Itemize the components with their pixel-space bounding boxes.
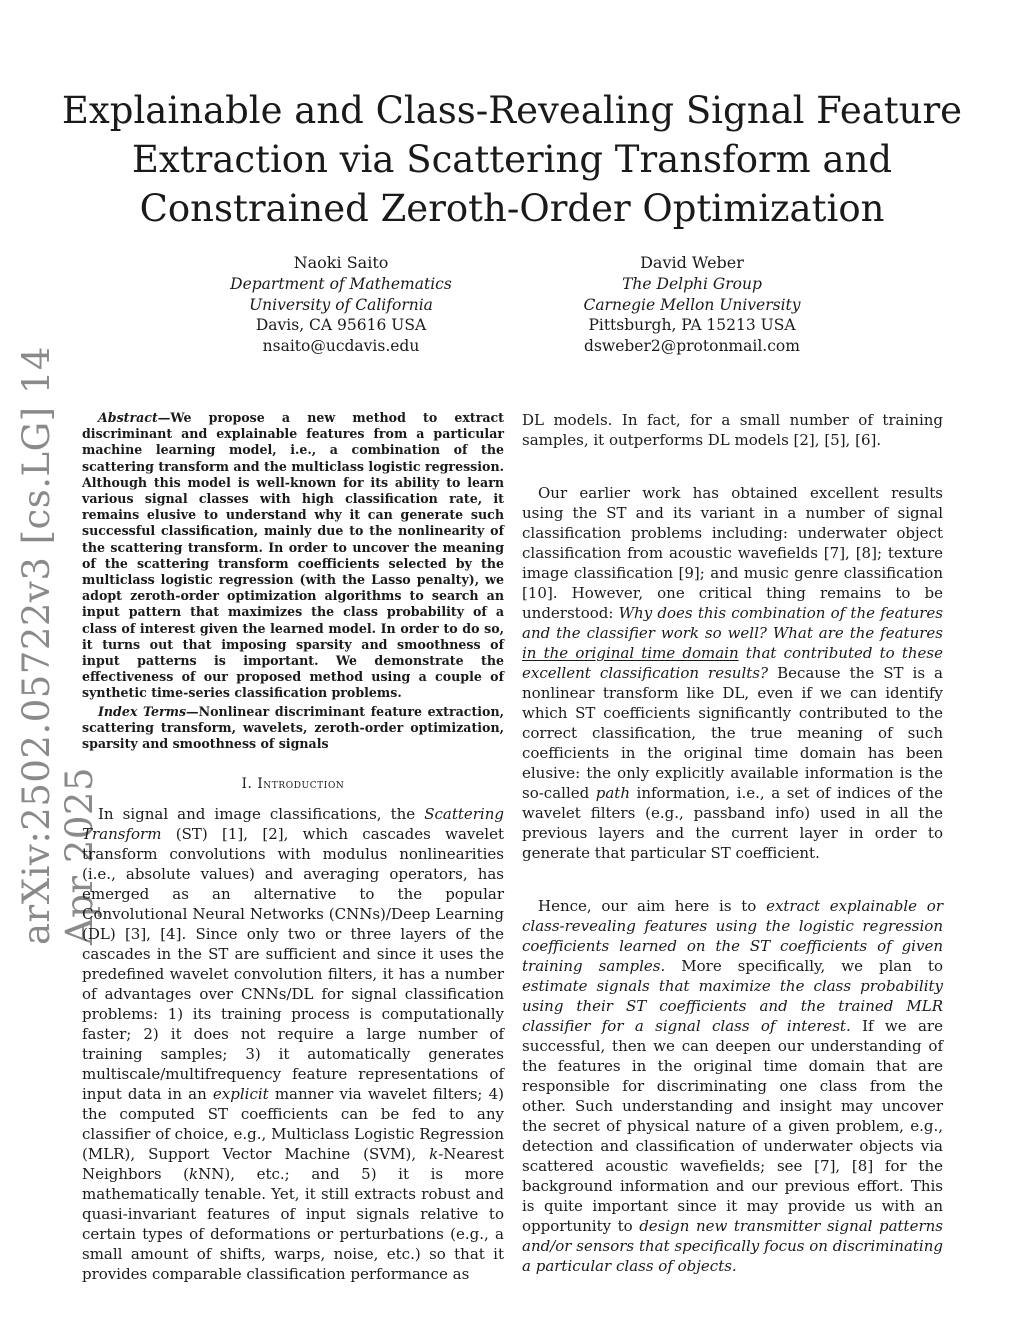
text-run: (ST) [1], [2], which cascades wavelet transform convolutions with modulus nonlinearities (i.e., absolute values) and averaging operators, has emerged as an alternative to the popular Convolutional Neural Networks (CNNs)/Deep Learning (DL) [3], [4]. Since only two or three layers of the cascades in the ST are sufficient and since it uses the predefined wavelet convolution filters, it has a number of advantages over CNNs/DL for signal classification problems: 1) its training process is computationally faster; 2) it does not require a large number of training samples; 3) it automatically generates multiscale/multifrequency feature representations of input data in an bbox=[82, 825, 504, 1104]
text-run: -Nearest Neighbors ( bbox=[82, 1145, 504, 1184]
emphasis-run: path bbox=[595, 784, 630, 802]
emphasis-run: explicit bbox=[212, 1085, 269, 1104]
intro-paragraph-1 bbox=[82, 804, 504, 1284]
section-title: Introduction bbox=[257, 776, 345, 793]
author-organization: Carnegie Mellon University bbox=[583, 295, 801, 314]
emphasis-run: Why does this combination of the features and the classifier work so well? What are the features bbox=[522, 604, 943, 642]
author-block-2 bbox=[542, 253, 842, 356]
emphasis-run: k bbox=[189, 1165, 199, 1184]
underlined-run: in the original time domain bbox=[522, 644, 739, 662]
index-terms-lead: Index Terms bbox=[98, 703, 187, 719]
author-email: dsweber2@protonmail.com bbox=[584, 336, 800, 355]
text-run: NN), etc.; and 5) it is more mathematically tenable. Yet, it still extracts robust and quasi-invariant features of input signals relative to certain types of deformations or perturbations (e.g., a small amount of shifts, warps, noise, etc.) so that it provides comparable classification performance as bbox=[82, 1165, 504, 1284]
index-terms bbox=[82, 704, 504, 753]
author-address: Pittsburgh, PA 15213 USA bbox=[588, 316, 796, 334]
left-column bbox=[82, 410, 504, 1284]
paper-title: Explainable and Class-Revealing Signal Feature Extraction via Scattering Transform and Constrained Zeroth-Order Optimization bbox=[61, 89, 963, 230]
emphasis-run: extract explainable or class-revealing features using the logistic regression coefficients learned on the ST coefficients of given training samples. bbox=[522, 897, 943, 975]
emphasis-run: that contributed to these excellent classification results? bbox=[522, 644, 943, 682]
abstract-lead: Abstract bbox=[98, 410, 158, 425]
author-email: nsaito@ucdavis.edu bbox=[262, 336, 420, 355]
intro-paragraph-3 bbox=[522, 896, 943, 1276]
emphasis-run: Scattering Transform bbox=[82, 805, 504, 844]
text-run: More specifically, we plan to bbox=[665, 957, 943, 975]
author-name: Naoki Saito bbox=[293, 253, 389, 272]
text-run: If we are successful, then we can deepen our understanding of the features in the original time domain that are responsible for discriminating one class from the other. Such understanding and insight may uncover the secret of physical nature of a given problem, e.g., detection and classification of underwater objects via scattered acoustic wavefields; see [7], [8] for the background information and our previous effort. This is quite important since it may provide us with an opportunity to bbox=[522, 1017, 943, 1235]
text-run: Hence, our aim here is to bbox=[538, 897, 767, 915]
index-terms-text: —Nonlinear discriminant feature extraction, scattering transform, wavelets, zeroth-order optimization, sparsity and smoothness of signals bbox=[82, 703, 504, 752]
text-run: manner via wavelet filters; 4) the computed ST coefficients can be fed to any classifier of choice, e.g., Multiclass Logistic Regression (MLR), Support Vector Machine (SVM), bbox=[82, 1085, 504, 1164]
abstract bbox=[82, 410, 504, 702]
abstract-text: —We propose a new method to extract discriminant and explainable features from a particular machine learning model, i.e., a combination of the scattering transform and the multiclass logistic regression. Although this model is well-known for its ability to learn various signal classes with high classification rate, it remains elusive to understand why it can generate such successful classification, mainly due to the nonlinearity of the scattering transform. In order to uncover the meaning of the scattering transform coefficients selected by the multiclass logistic regression (with the Lasso penalty), we adopt zeroth-order optimization algorithms to search an input pattern that maximizes the class probability of a class of interest given the learned model. In order to do so, it turns out that imposing sparsity and smoothness of input patterns is important. We demonstrate the effectiveness of our proposed method using a couple of synthetic time-series classification problems. bbox=[82, 410, 504, 701]
author-organization: University of California bbox=[249, 295, 433, 314]
emphasis-run: k bbox=[429, 1145, 439, 1164]
intro-paragraph-2 bbox=[522, 483, 943, 863]
section-number: I. bbox=[241, 776, 253, 793]
emphasis-run: design new transmitter signal patterns and/or sensors that specifically focus on discriminating a particular class of objects. bbox=[522, 1217, 943, 1275]
text-run: Our earlier work has obtained excellent results using the ST and its variant in a number of signal classification problems including: underwater object classification from acoustic wavefields [7], [8]; texture image classification [9]; and music genre classification [10]. However, one critical thing remains to be understood: bbox=[522, 484, 943, 622]
continued-paragraph: DL models. In fact, for a small number of training samples, it outperforms DL models [2], [5], [6]. bbox=[522, 411, 943, 449]
author-department: The Delphi Group bbox=[622, 275, 762, 293]
text-run: In signal and image classifications, the bbox=[98, 805, 425, 824]
right-column bbox=[522, 410, 943, 1276]
author-name: David Weber bbox=[640, 253, 744, 272]
section-heading bbox=[82, 774, 504, 794]
arxiv-side-stamp: arXiv:2502.05722v3 [cs.LG] 14 Apr 2025 bbox=[15, 346, 101, 945]
author-address: Davis, CA 95616 USA bbox=[255, 316, 427, 334]
author-department: Department of Mathematics bbox=[230, 275, 452, 293]
author-block-1 bbox=[191, 253, 491, 356]
emphasis-run: estimate signals that maximize the class probability using their ST coefficients and the trained MLR classifier for a signal class of interest. bbox=[522, 977, 943, 1035]
text-run: Because the ST is a nonlinear transform like DL, even if we can identify which ST coefficients significantly contributed to the correct classification, the true meaning of such coefficients in the original time domain has been elusive: the only explicitly available information is the so-called bbox=[522, 664, 943, 802]
text-run: information, i.e., a set of indices of the wavelet filters (e.g., passband info) used in all the previous layers and the current layer in order to generate that particular ST coefficient. bbox=[522, 784, 943, 862]
